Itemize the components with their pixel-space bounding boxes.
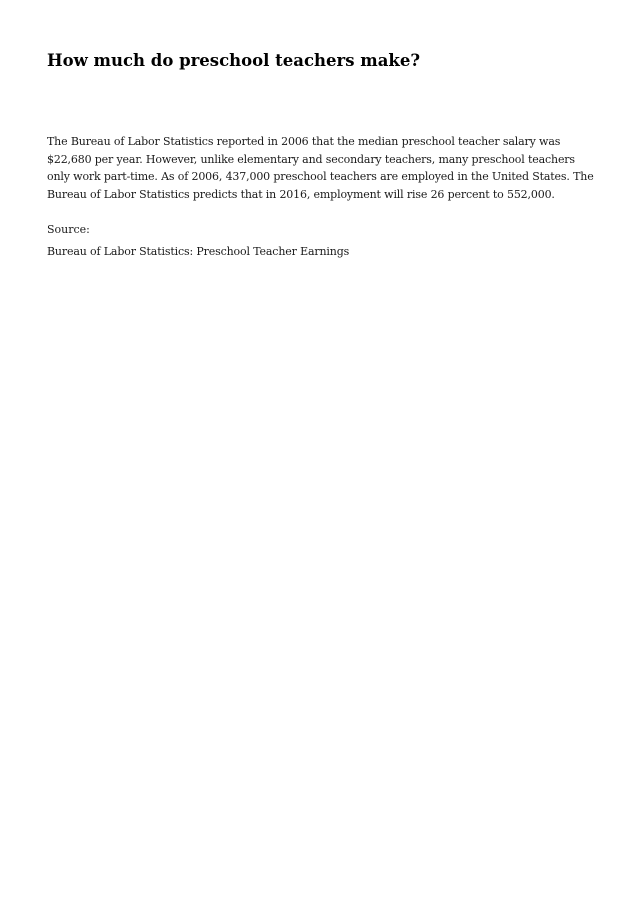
- body-paragraph: The Bureau of Labor Statistics reported in 2006 that the median preschool teacher salary was $22,680 per year. However, unlike elementary and secondary teachers, many preschool teachers only work part-time. As of 2006, 437,000 preschool teachers are employed in the United States. The Bureau of Labor Statistics predicts that in 2016, employment will rise 26 percent to 552,000.: [47, 135, 594, 201]
- source-link[interactable]: Bureau of Labor Statistics: Preschool Teacher Earnings: [47, 245, 350, 258]
- source-label: Source:: [47, 223, 90, 236]
- page-title: How much do preschool teachers make?: [47, 51, 420, 70]
